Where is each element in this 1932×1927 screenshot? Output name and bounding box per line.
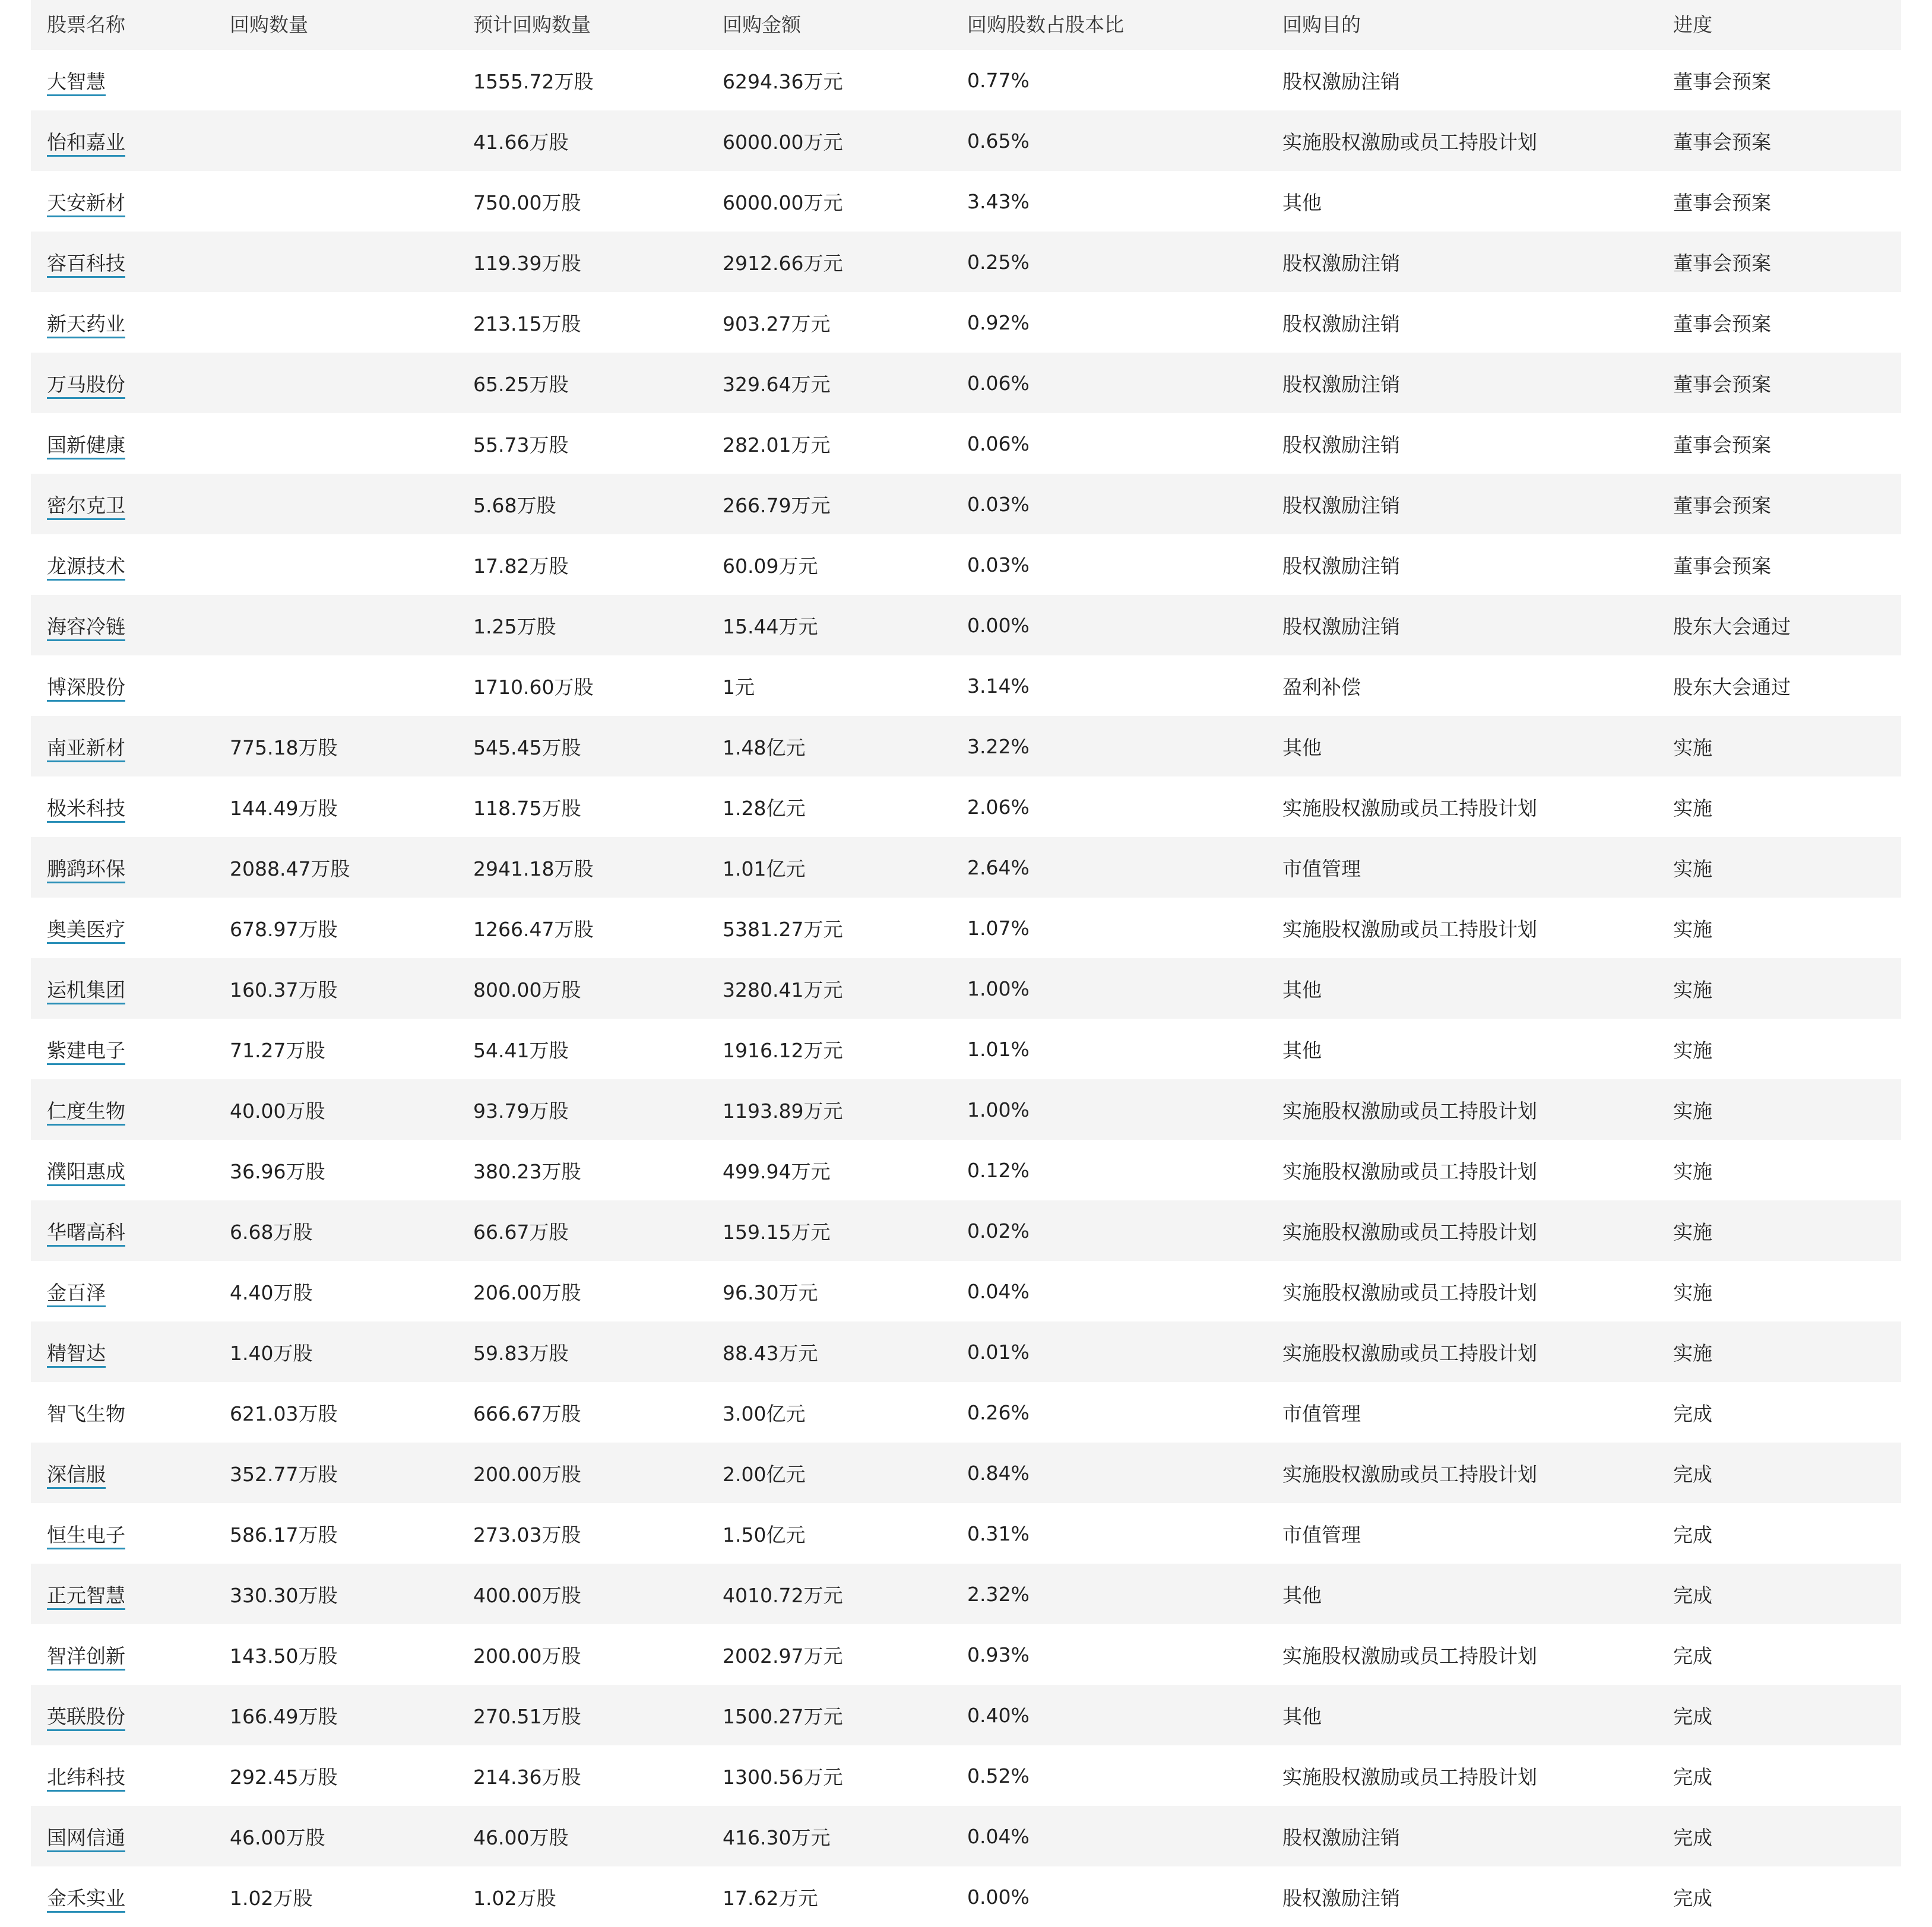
cell-buyback-amount: 15.44万元 (723, 614, 818, 638)
cell-planned-quantity: 2941.18万股 (473, 857, 594, 880)
cell-purpose: 其他 (1282, 1583, 1322, 1607)
stock-name-link[interactable]: 濮阳惠成 (47, 1160, 125, 1186)
buyback-table-container (31, 0, 1901, 1927)
header-buyback-quantity[interactable]: 回购数量 (230, 13, 308, 36)
cell-progress: 董事会预案 (1673, 372, 1771, 396)
cell-buyback-amount: 1.01亿元 (723, 857, 806, 880)
cell-buyback-amount: 4010.72万元 (723, 1583, 843, 1607)
cell-share-ratio: 0.06% (967, 371, 1030, 395)
cell-planned-quantity: 118.75万股 (473, 796, 581, 820)
cell-share-ratio: 0.84% (967, 1461, 1030, 1485)
cell-stock-name (31, 837, 214, 898)
cell-stock-name (31, 898, 214, 958)
cell-buyback-amount: 5381.27万元 (723, 917, 843, 941)
cell-buyback-amount: 416.30万元 (723, 1825, 831, 1849)
cell-purpose: 实施股权激励或员工持股计划 (1282, 1099, 1537, 1123)
header-progress[interactable]: 进度 (1673, 13, 1712, 36)
cell-purpose: 股权激励注销 (1282, 372, 1400, 396)
cell-buyback-amount: 2002.97万元 (723, 1644, 843, 1668)
cell-stock-name (31, 474, 214, 534)
cell-buyback-amount: 17.62万元 (723, 1886, 818, 1910)
cell-purpose: 市值管理 (1282, 857, 1361, 880)
cell-buyback-quantity: 1.40万股 (230, 1341, 313, 1365)
table-row (31, 655, 1901, 716)
header-row (31, 0, 1901, 50)
cell-purpose: 股权激励注销 (1282, 614, 1400, 638)
table-body (31, 50, 1901, 1927)
cell-stock-name (31, 171, 214, 232)
cell-progress: 实施 (1673, 796, 1712, 820)
cell-buyback-amount: 266.79万元 (723, 493, 831, 517)
table-row (31, 716, 1901, 776)
cell-progress: 董事会预案 (1673, 433, 1771, 457)
table-row (31, 50, 1901, 110)
cell-progress: 董事会预案 (1673, 191, 1771, 214)
cell-share-ratio: 0.92% (967, 310, 1030, 334)
table-row (31, 413, 1901, 474)
cell-stock-name (31, 776, 214, 837)
cell-planned-quantity: 400.00万股 (473, 1583, 581, 1607)
cell-purpose: 股权激励注销 (1282, 312, 1400, 335)
stock-name-link[interactable]: 密尔克卫 (47, 494, 125, 520)
cell-purpose: 股权激励注销 (1282, 554, 1400, 578)
cell-buyback-quantity (214, 534, 457, 595)
cell-buyback-quantity: 40.00万股 (230, 1099, 325, 1123)
table-row (31, 837, 1901, 898)
cell-share-ratio: 0.04% (967, 1824, 1030, 1848)
cell-buyback-quantity: 4.40万股 (230, 1281, 313, 1304)
cell-progress: 完成 (1673, 1462, 1712, 1486)
stock-name-link[interactable]: 运机集团 (47, 978, 125, 1004)
stock-name-link[interactable]: 正元智慧 (47, 1584, 125, 1610)
table-row (31, 1564, 1901, 1624)
cell-buyback-amount: 1500.27万元 (723, 1704, 843, 1728)
cell-buyback-amount: 282.01万元 (723, 433, 831, 457)
table-row (31, 898, 1901, 958)
cell-share-ratio: 3.14% (967, 674, 1030, 698)
cell-stock-name (31, 1321, 214, 1382)
cell-planned-quantity: 380.23万股 (473, 1159, 581, 1183)
cell-buyback-quantity (214, 595, 457, 655)
cell-progress: 董事会预案 (1673, 69, 1771, 93)
cell-stock-name (31, 1079, 214, 1140)
cell-purpose: 股权激励注销 (1282, 493, 1400, 517)
cell-progress: 董事会预案 (1673, 312, 1771, 335)
cell-stock-name (31, 1382, 214, 1443)
table-row (31, 1321, 1901, 1382)
header-purpose[interactable]: 回购目的 (1282, 13, 1361, 36)
cell-planned-quantity: 1.02万股 (473, 1886, 556, 1910)
table-row (31, 958, 1901, 1019)
cell-planned-quantity: 46.00万股 (473, 1825, 569, 1849)
cell-buyback-quantity: 330.30万股 (230, 1583, 338, 1607)
stock-name-link[interactable]: 国网信通 (47, 1826, 125, 1852)
cell-buyback-quantity: 6.68万股 (230, 1220, 313, 1244)
cell-buyback-quantity: 46.00万股 (230, 1825, 325, 1849)
cell-buyback-amount: 2.00亿元 (723, 1462, 806, 1486)
stock-name-link[interactable]: 南亚新材 (47, 736, 125, 762)
table-row (31, 110, 1901, 171)
cell-planned-quantity: 270.51万股 (473, 1704, 581, 1728)
stock-name-link[interactable]: 容百科技 (47, 252, 125, 278)
cell-stock-name (31, 1019, 214, 1079)
table-row (31, 171, 1901, 232)
cell-planned-quantity: 214.36万股 (473, 1765, 581, 1789)
table-row (31, 353, 1901, 413)
cell-purpose: 实施股权激励或员工持股计划 (1282, 1462, 1537, 1486)
cell-share-ratio: 0.01% (967, 1340, 1030, 1364)
cell-purpose: 其他 (1282, 1038, 1322, 1062)
stock-name-link[interactable]: 恒生电子 (47, 1523, 125, 1549)
cell-progress: 实施 (1673, 978, 1712, 1001)
cell-buyback-amount: 499.94万元 (723, 1159, 831, 1183)
table-row (31, 1443, 1901, 1503)
cell-progress: 董事会预案 (1673, 251, 1771, 275)
stock-name-link[interactable]: 海容冷链 (47, 615, 125, 641)
cell-share-ratio: 2.64% (967, 855, 1030, 879)
stock-name-link[interactable]: 国新健康 (47, 433, 125, 459)
cell-purpose: 实施股权激励或员工持股计划 (1282, 1765, 1537, 1789)
table-row (31, 776, 1901, 837)
cell-buyback-quantity (214, 655, 457, 716)
cell-buyback-amount: 903.27万元 (723, 312, 831, 335)
cell-planned-quantity: 1555.72万股 (473, 69, 594, 93)
table-row (31, 1624, 1901, 1685)
cell-planned-quantity: 17.82万股 (473, 554, 569, 578)
cell-planned-quantity: 66.67万股 (473, 1220, 569, 1244)
table-row (31, 595, 1901, 655)
stock-name-link[interactable]: 北纬科技 (47, 1766, 125, 1792)
cell-progress: 实施 (1673, 1220, 1712, 1244)
cell-buyback-amount: 1元 (723, 675, 755, 699)
cell-stock-name (31, 1443, 214, 1503)
cell-purpose: 股权激励注销 (1282, 433, 1400, 457)
cell-buyback-quantity (214, 171, 457, 232)
cell-share-ratio: 0.12% (967, 1158, 1030, 1182)
cell-share-ratio: 0.93% (967, 1643, 1030, 1666)
cell-purpose: 其他 (1282, 191, 1322, 214)
cell-planned-quantity: 545.45万股 (473, 736, 581, 759)
stock-name-link[interactable]: 极米科技 (47, 797, 125, 823)
stock-name-link[interactable]: 华曙高科 (47, 1221, 125, 1247)
cell-planned-quantity: 1266.47万股 (473, 917, 594, 941)
cell-stock-name (31, 353, 214, 413)
cell-share-ratio: 3.43% (967, 189, 1030, 213)
cell-planned-quantity: 213.15万股 (473, 312, 581, 335)
table-row (31, 534, 1901, 595)
table-row (31, 1261, 1901, 1321)
cell-stock-name (31, 1140, 214, 1200)
table-row (31, 1019, 1901, 1079)
table-row (31, 1685, 1901, 1745)
cell-purpose: 实施股权激励或员工持股计划 (1282, 917, 1537, 941)
cell-share-ratio: 1.01% (967, 1037, 1030, 1061)
table-row (31, 232, 1901, 292)
cell-buyback-amount: 60.09万元 (723, 554, 818, 578)
cell-planned-quantity: 54.41万股 (473, 1038, 569, 1062)
cell-planned-quantity: 93.79万股 (473, 1099, 569, 1123)
cell-buyback-quantity (214, 292, 457, 353)
cell-purpose: 股权激励注销 (1282, 1825, 1400, 1849)
table-row (31, 1866, 1901, 1927)
cell-purpose: 实施股权激励或员工持股计划 (1282, 1281, 1537, 1304)
cell-progress: 实施 (1673, 1281, 1712, 1304)
cell-planned-quantity: 55.73万股 (473, 433, 569, 457)
table-row (31, 1382, 1901, 1443)
cell-progress: 实施 (1673, 1159, 1712, 1183)
table-row (31, 1806, 1901, 1866)
cell-buyback-quantity (214, 110, 457, 171)
cell-stock-name (31, 1200, 214, 1261)
cell-stock-name (31, 1806, 214, 1866)
cell-share-ratio: 0.77% (967, 68, 1030, 92)
cell-stock-name (31, 1866, 214, 1927)
cell-progress: 股东大会通过 (1673, 675, 1791, 699)
stock-name-link[interactable]: 天安新材 (47, 191, 125, 217)
cell-purpose: 盈利补偿 (1282, 675, 1361, 699)
cell-share-ratio: 0.00% (967, 1885, 1030, 1909)
table-header (31, 0, 1901, 50)
table-row (31, 1140, 1901, 1200)
cell-share-ratio: 0.52% (967, 1764, 1030, 1787)
cell-buyback-amount: 3280.41万元 (723, 978, 843, 1001)
cell-buyback-quantity: 36.96万股 (230, 1159, 325, 1183)
stock-name-link[interactable]: 精智达 (47, 1342, 106, 1368)
cell-purpose: 股权激励注销 (1282, 1886, 1400, 1910)
cell-progress: 完成 (1673, 1583, 1712, 1607)
stock-name-link[interactable]: 万马股份 (47, 373, 125, 399)
cell-stock-name (31, 595, 214, 655)
cell-buyback-amount: 1.48亿元 (723, 736, 806, 759)
cell-buyback-quantity: 621.03万股 (230, 1402, 338, 1425)
buyback-table (31, 0, 1901, 1927)
cell-stock-name (31, 958, 214, 1019)
stock-name-text: 智飞生物 (47, 1402, 125, 1425)
cell-buyback-quantity (214, 232, 457, 292)
table-row (31, 292, 1901, 353)
cell-purpose: 实施股权激励或员工持股计划 (1282, 796, 1537, 820)
cell-share-ratio: 0.00% (967, 613, 1030, 637)
cell-share-ratio: 0.03% (967, 492, 1030, 516)
cell-share-ratio: 0.40% (967, 1703, 1030, 1727)
cell-purpose: 实施股权激励或员工持股计划 (1282, 1159, 1537, 1183)
cell-stock-name (31, 655, 214, 716)
table-row (31, 1200, 1901, 1261)
cell-progress: 完成 (1673, 1704, 1712, 1728)
cell-buyback-quantity (214, 413, 457, 474)
cell-share-ratio: 0.25% (967, 250, 1030, 274)
cell-purpose: 其他 (1282, 978, 1322, 1001)
cell-progress: 实施 (1673, 1099, 1712, 1123)
cell-planned-quantity: 41.66万股 (473, 130, 569, 154)
cell-stock-name (31, 1503, 214, 1564)
cell-share-ratio: 0.26% (967, 1400, 1030, 1424)
cell-planned-quantity: 750.00万股 (473, 191, 581, 214)
stock-name-link[interactable]: 金百泽 (47, 1281, 106, 1307)
cell-buyback-quantity: 166.49万股 (230, 1704, 338, 1728)
cell-buyback-amount: 2912.66万元 (723, 251, 843, 275)
cell-purpose: 其他 (1282, 1704, 1322, 1728)
cell-stock-name (31, 1745, 214, 1806)
stock-name-link[interactable]: 博深股份 (47, 676, 125, 702)
cell-purpose: 股权激励注销 (1282, 251, 1400, 275)
cell-buyback-amount: 1300.56万元 (723, 1765, 843, 1789)
stock-name-link[interactable]: 深信服 (47, 1463, 106, 1489)
cell-buyback-quantity: 352.77万股 (230, 1462, 338, 1486)
header-planned-quantity[interactable]: 预计回购数量 (473, 13, 591, 36)
header-share-ratio[interactable]: 回购股数占股本比 (967, 13, 1124, 36)
cell-buyback-quantity (214, 474, 457, 534)
cell-planned-quantity: 1710.60万股 (473, 675, 594, 699)
stock-name-link[interactable]: 龙源技术 (47, 554, 125, 581)
cell-stock-name (31, 413, 214, 474)
cell-progress: 董事会预案 (1673, 493, 1771, 517)
stock-name-link[interactable]: 智洋创新 (47, 1644, 125, 1671)
stock-name-link[interactable]: 金禾实业 (47, 1887, 125, 1913)
cell-buyback-amount: 3.00亿元 (723, 1402, 806, 1425)
stock-name-link[interactable]: 紫建电子 (47, 1039, 125, 1065)
cell-buyback-quantity: 143.50万股 (230, 1644, 338, 1668)
header-buyback-amount[interactable]: 回购金额 (723, 13, 801, 36)
table-row (31, 1745, 1901, 1806)
cell-buyback-quantity: 678.97万股 (230, 917, 338, 941)
cell-buyback-quantity: 71.27万股 (230, 1038, 325, 1062)
cell-purpose: 实施股权激励或员工持股计划 (1282, 1341, 1537, 1365)
cell-share-ratio: 1.00% (967, 1098, 1030, 1121)
cell-share-ratio: 0.31% (967, 1522, 1030, 1545)
cell-share-ratio: 2.06% (967, 795, 1030, 819)
cell-share-ratio: 1.00% (967, 977, 1030, 1000)
cell-progress: 完成 (1673, 1523, 1712, 1546)
cell-buyback-amount: 96.30万元 (723, 1281, 818, 1304)
cell-share-ratio: 0.06% (967, 432, 1030, 455)
stock-name-link[interactable]: 英联股份 (47, 1705, 125, 1731)
cell-purpose: 实施股权激励或员工持股计划 (1282, 1220, 1537, 1244)
cell-buyback-quantity: 292.45万股 (230, 1765, 338, 1789)
cell-purpose: 实施股权激励或员工持股计划 (1282, 1644, 1537, 1668)
cell-planned-quantity: 800.00万股 (473, 978, 581, 1001)
cell-buyback-amount: 6000.00万元 (723, 191, 843, 214)
cell-buyback-amount: 1.28亿元 (723, 796, 806, 820)
cell-buyback-quantity (214, 50, 457, 110)
cell-progress: 完成 (1673, 1825, 1712, 1849)
cell-progress: 实施 (1673, 736, 1712, 759)
cell-progress: 实施 (1673, 917, 1712, 941)
cell-progress: 董事会预案 (1673, 554, 1771, 578)
cell-progress: 完成 (1673, 1402, 1712, 1425)
cell-stock-name (31, 1261, 214, 1321)
cell-purpose: 市值管理 (1282, 1402, 1361, 1425)
cell-planned-quantity: 1.25万股 (473, 614, 556, 638)
cell-stock-name (31, 232, 214, 292)
cell-buyback-quantity: 586.17万股 (230, 1523, 338, 1546)
cell-stock-name (31, 292, 214, 353)
stock-name-link[interactable]: 怡和嘉业 (47, 131, 125, 157)
cell-progress: 股东大会通过 (1673, 614, 1791, 638)
cell-planned-quantity: 200.00万股 (473, 1462, 581, 1486)
cell-progress: 完成 (1673, 1886, 1712, 1910)
stock-name-link[interactable]: 奥美医疗 (47, 918, 125, 944)
cell-planned-quantity: 5.68万股 (473, 493, 556, 517)
cell-planned-quantity: 206.00万股 (473, 1281, 581, 1304)
cell-planned-quantity: 119.39万股 (473, 251, 581, 275)
cell-share-ratio: 0.02% (967, 1219, 1030, 1243)
cell-buyback-amount: 88.43万元 (723, 1341, 818, 1365)
cell-purpose: 其他 (1282, 736, 1322, 759)
cell-buyback-amount: 1193.89万元 (723, 1099, 843, 1123)
cell-buyback-amount: 1.50亿元 (723, 1523, 806, 1546)
cell-buyback-quantity: 775.18万股 (230, 736, 338, 759)
cell-progress: 董事会预案 (1673, 130, 1771, 154)
cell-progress: 完成 (1673, 1765, 1712, 1789)
cell-stock-name (31, 534, 214, 595)
cell-buyback-quantity: 1.02万股 (230, 1886, 313, 1910)
cell-stock-name (31, 1685, 214, 1745)
cell-buyback-quantity (214, 353, 457, 413)
cell-buyback-amount: 6000.00万元 (723, 130, 843, 154)
table-row (31, 474, 1901, 534)
cell-progress: 实施 (1673, 1341, 1712, 1365)
header-stock-name[interactable]: 股票名称 (47, 13, 125, 36)
cell-stock-name (31, 1624, 214, 1685)
stock-name-link[interactable]: 仁度生物 (47, 1099, 125, 1126)
cell-progress: 完成 (1673, 1644, 1712, 1668)
stock-name-link[interactable]: 鹏鹞环保 (47, 857, 125, 883)
cell-buyback-amount: 6294.36万元 (723, 69, 843, 93)
cell-planned-quantity: 200.00万股 (473, 1644, 581, 1668)
cell-share-ratio: 3.22% (967, 734, 1030, 758)
cell-planned-quantity: 59.83万股 (473, 1341, 569, 1365)
cell-stock-name (31, 716, 214, 776)
cell-share-ratio: 0.03% (967, 553, 1030, 576)
cell-purpose: 实施股权激励或员工持股计划 (1282, 130, 1537, 154)
cell-purpose: 市值管理 (1282, 1523, 1361, 1546)
cell-stock-name (31, 50, 214, 110)
cell-buyback-amount: 329.64万元 (723, 372, 831, 396)
cell-share-ratio: 0.65% (967, 129, 1030, 153)
cell-planned-quantity: 666.67万股 (473, 1402, 581, 1425)
cell-buyback-quantity: 144.49万股 (230, 796, 338, 820)
cell-stock-name (31, 110, 214, 171)
cell-share-ratio: 2.32% (967, 1582, 1030, 1606)
cell-planned-quantity: 65.25万股 (473, 372, 569, 396)
cell-buyback-amount: 1916.12万元 (723, 1038, 843, 1062)
cell-progress: 实施 (1673, 857, 1712, 880)
cell-planned-quantity: 273.03万股 (473, 1523, 581, 1546)
cell-buyback-quantity: 160.37万股 (230, 978, 338, 1001)
cell-progress: 实施 (1673, 1038, 1712, 1062)
cell-share-ratio: 0.04% (967, 1279, 1030, 1303)
stock-name-link[interactable]: 大智慧 (47, 70, 106, 96)
cell-purpose: 股权激励注销 (1282, 69, 1400, 93)
stock-name-link[interactable]: 新天药业 (47, 312, 125, 338)
cell-buyback-amount: 159.15万元 (723, 1220, 831, 1244)
table-row (31, 1503, 1901, 1564)
table-row (31, 1079, 1901, 1140)
cell-buyback-quantity: 2088.47万股 (230, 857, 350, 880)
cell-share-ratio: 1.07% (967, 916, 1030, 940)
cell-stock-name (31, 1564, 214, 1624)
